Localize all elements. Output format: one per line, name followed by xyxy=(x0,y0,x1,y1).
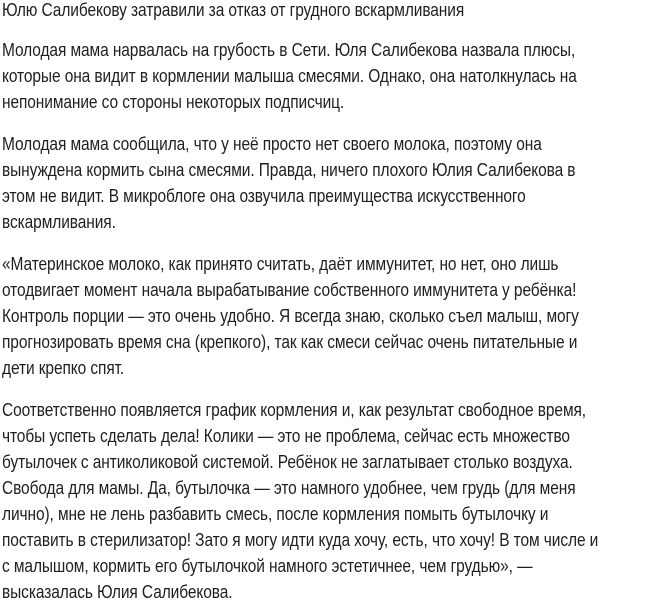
paragraph-line: отодвигает момент начала вырабатывание собственного иммунитета у ребёнка! xyxy=(2,280,577,300)
paragraph-line: которые она видит в кормлении малыша смесями. Однако, она натолкнулась на xyxy=(2,66,577,86)
paragraph-line: Молодая мама нарвалась на грубость в Сети. Юля Салибекова назвала плюсы, xyxy=(2,40,576,60)
paragraph-1 xyxy=(2,37,670,115)
paragraph-line: чтобы успеть сделать дела! Колики — это не проблема, сейчас есть множество xyxy=(2,426,570,446)
paragraph-line: непонимание со стороны некоторых подписчиц. xyxy=(2,92,345,112)
paragraph-line: этом не видит. В микроблоге она озвучила преимущества искусственного xyxy=(2,186,526,206)
paragraph-3-quote xyxy=(2,251,670,381)
paragraph-line: Соответственно появляется график кормления и, как результат свободное время, xyxy=(2,400,587,420)
paragraph-line: вскармливания. xyxy=(2,212,116,232)
article-title: Юлю Салибекову затравили за отказ от грудного вскармливания xyxy=(2,0,465,20)
paragraph-4-quote xyxy=(2,397,670,605)
paragraph-line: высказалась Юлия Салибекова. xyxy=(2,582,233,602)
paragraph-line: Молодая мама сообщила, что у неё просто нет своего молока, поэтому она xyxy=(2,134,542,154)
paragraph-line: поставить в стерилизатор! Зато я могу идти куда хочу, есть, что хочу! В том числе и xyxy=(2,530,599,550)
paragraph-line: бутылочек с антиколиковой системой. Ребёнок не заглатывает столько воздуха. xyxy=(2,452,573,472)
paragraph-line: вынуждена кормить сына смесями. Правда, ничего плохого Юлия Салибекова в xyxy=(2,160,576,180)
paragraph-line: дети крепко спят. xyxy=(2,358,125,378)
paragraph-line: «Материнское молоко, как принято считать, даёт иммунитет, но нет, оно лишь xyxy=(2,254,559,274)
paragraph-line: Контроль порции — это очень удобно. Я всегда знаю, сколько съел малыш, могу xyxy=(2,306,579,326)
paragraph-line: прогнозировать время сна (крепкого), так как смеси сейчас очень питательные и xyxy=(2,332,578,352)
article xyxy=(2,0,670,605)
paragraph-line: с малышом, кормить его бутылочкой намного эстетичнее, чем грудью», — xyxy=(2,556,533,576)
paragraph-2 xyxy=(2,131,670,235)
paragraph-line: лично), мне не лень разбавить смесь, после кормления помыть бутылочку и xyxy=(2,504,549,524)
paragraph-line: Свобода для мамы. Да, бутылочка — это намного удобнее, чем грудь (для меня xyxy=(2,478,576,498)
